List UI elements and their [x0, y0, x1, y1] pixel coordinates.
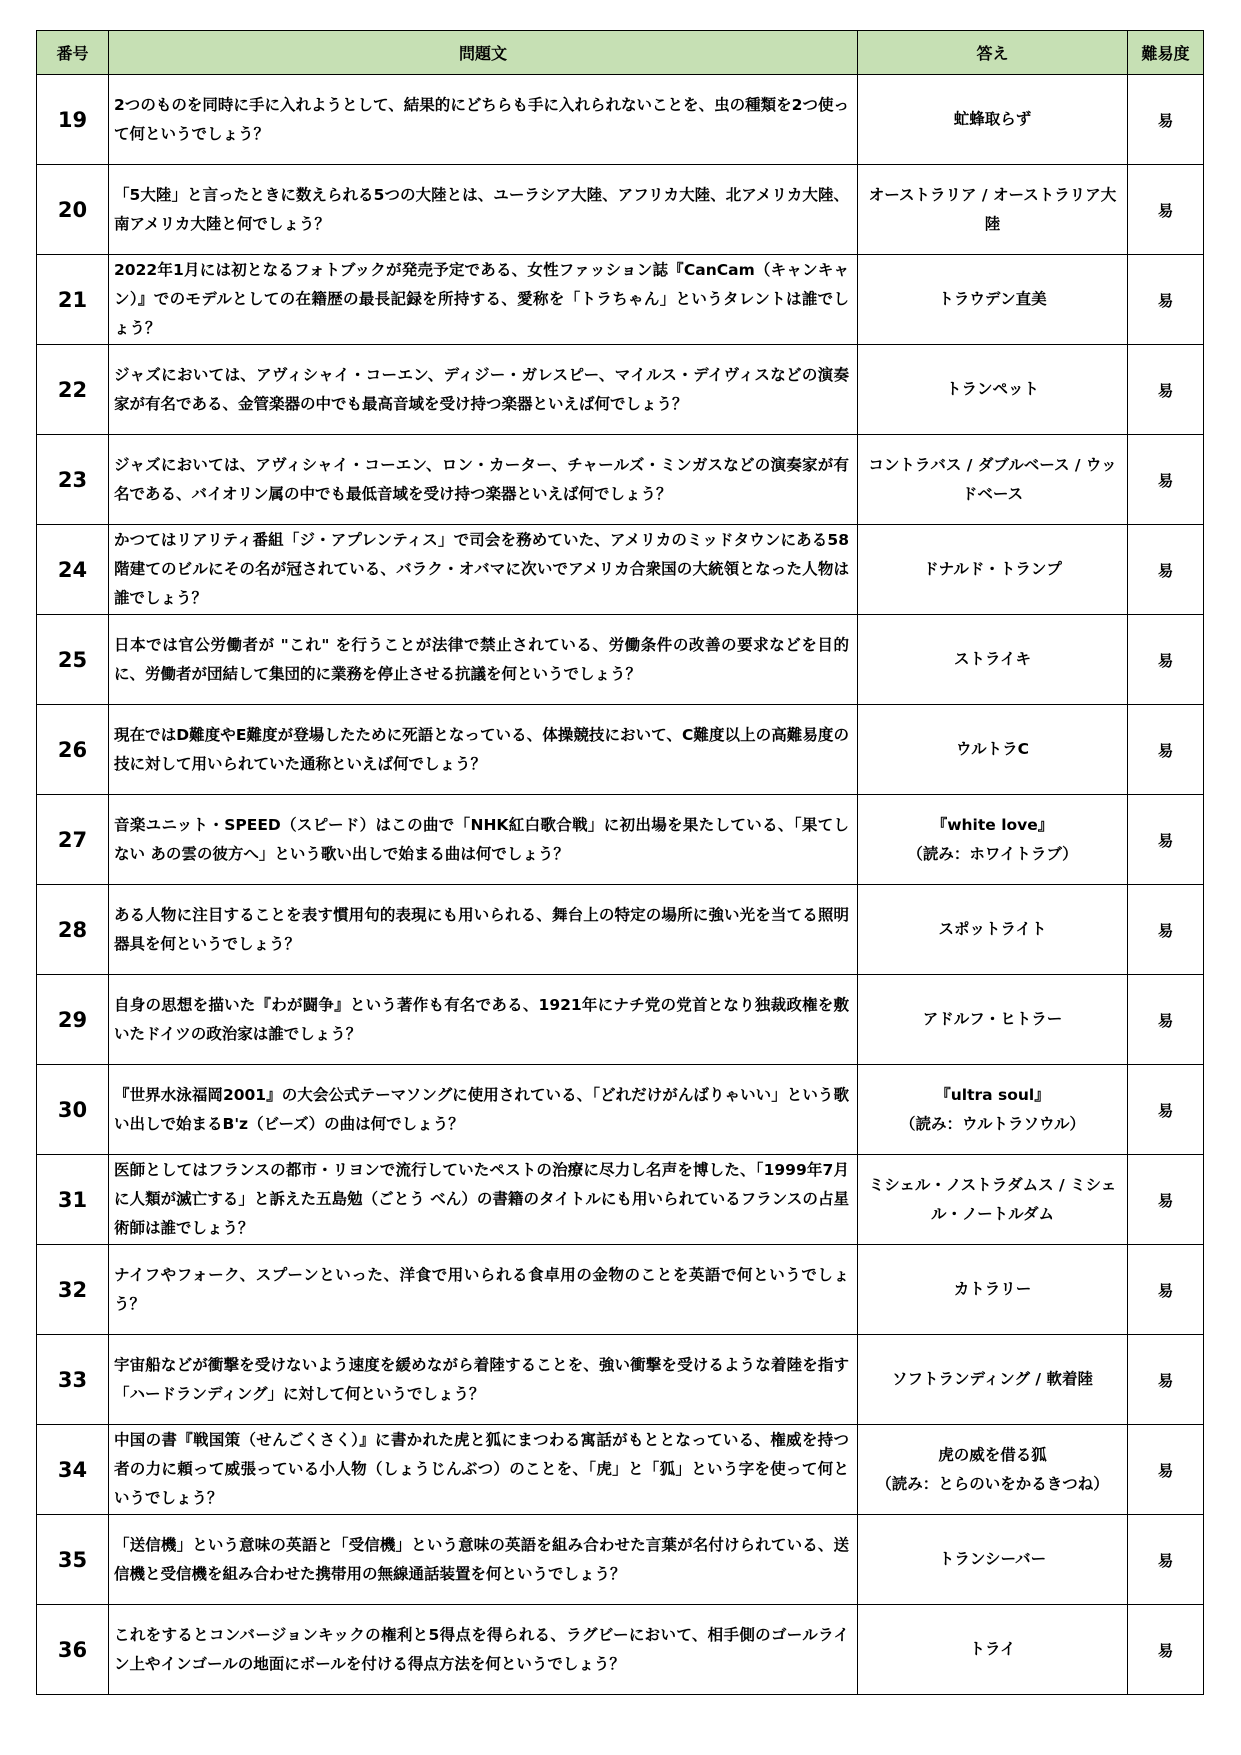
- question-number: 34: [37, 1425, 109, 1515]
- answer-text: ドナルド・トランプ: [858, 525, 1128, 615]
- answer-text: スポットライト: [858, 885, 1128, 975]
- question-text: ジャズにおいては、アヴィシャイ・コーエン、ディジー・ガレスピー、マイルス・デイヴィスなどの演奏家が有名である、金管楽器の中でも最高音域を受け持つ楽器といえば何でしょう？: [109, 345, 858, 435]
- question-text: 中国の書『戦国策（せんごくさく）』に書かれた虎と狐にまつわる寓話がもととなっている、権威を持つ者の力に頼って威張っている小人物（しょうじんぶつ）のことを、「虎」と「狐」という字を使って何というでしょう？: [109, 1425, 858, 1515]
- question-text: 音楽ユニット・SPEED（スピード）はこの曲で「NHK紅白歌合戦」に初出場を果たしている、「果てしない あの雲の彼方へ」という歌い出しで始まる曲は何でしょう？: [109, 795, 858, 885]
- answer-text: コントラバス / ダブルベース / ウッドベース: [858, 435, 1128, 525]
- table-row: [37, 165, 1204, 255]
- answer-text: ウルトラC: [858, 705, 1128, 795]
- difficulty-label: 易: [1128, 255, 1204, 345]
- difficulty-label: 易: [1128, 975, 1204, 1065]
- question-text: 2022年1月には初となるフォトブックが発売予定である、女性ファッション誌『CanCam（キャンキャン）』でのモデルとしての在籍歴の最長記録を所持する、愛称を「トラちゃん」というタレントは誰でしょう？: [109, 255, 858, 345]
- question-number: 31: [37, 1155, 109, 1245]
- difficulty-label: 易: [1128, 885, 1204, 975]
- difficulty-label: 易: [1128, 1515, 1204, 1605]
- answer-text: 虻蜂取らず: [858, 75, 1128, 165]
- difficulty-label: 易: [1128, 1245, 1204, 1335]
- question-number: 23: [37, 435, 109, 525]
- difficulty-label: 易: [1128, 75, 1204, 165]
- difficulty-label: 易: [1128, 615, 1204, 705]
- table-row: [37, 615, 1204, 705]
- question-number: 24: [37, 525, 109, 615]
- question-number: 19: [37, 75, 109, 165]
- difficulty-label: 易: [1128, 165, 1204, 255]
- question-text: かつてはリアリティ番組「ジ・アプレンティス」で司会を務めていた、アメリカのミッドタウンにある58階建てのビルにその名が冠されている、バラク・オバマに次いでアメリカ合衆国の大統領となった人物は誰でしょう？: [109, 525, 858, 615]
- difficulty-label: 易: [1128, 525, 1204, 615]
- question-text: 自身の思想を描いた『わが闘争』という著作も有名である、1921年にナチ党の党首となり独裁政権を敷いたドイツの政治家は誰でしょう？: [109, 975, 858, 1065]
- question-number: 27: [37, 795, 109, 885]
- question-number: 20: [37, 165, 109, 255]
- question-number: 36: [37, 1605, 109, 1695]
- question-number: 25: [37, 615, 109, 705]
- difficulty-label: 易: [1128, 1335, 1204, 1425]
- header-row: [37, 31, 1204, 75]
- table-row: [37, 1155, 1204, 1245]
- table-row: [37, 345, 1204, 435]
- table-row: [37, 885, 1204, 975]
- table-row: [37, 255, 1204, 345]
- question-text: 「送信機」という意味の英語と「受信機」という意味の英語を組み合わせた言葉が名付けられている、送信機と受信機を組み合わせた携帯用の無線通話装置を何というでしょう？: [109, 1515, 858, 1605]
- question-text: 現在ではD難度やE難度が登場したために死語となっている、体操競技において、C難度以上の高難易度の技に対して用いられていた通称といえば何でしょう？: [109, 705, 858, 795]
- question-text: ある人物に注目することを表す慣用句的表現にも用いられる、舞台上の特定の場所に強い光を当てる照明器具を何というでしょう？: [109, 885, 858, 975]
- question-number: 21: [37, 255, 109, 345]
- difficulty-label: 易: [1128, 345, 1204, 435]
- question-text: ナイフやフォーク、スプーンといった、洋食で用いられる食卓用の金物のことを英語で何というでしょう？: [109, 1245, 858, 1335]
- question-number: 35: [37, 1515, 109, 1605]
- question-number: 29: [37, 975, 109, 1065]
- table-row: [37, 795, 1204, 885]
- table-row: [37, 1425, 1204, 1515]
- question-text: 『世界水泳福岡2001』の大会公式テーマソングに使用されている、「どれだけがんばりゃいい」という歌い出しで始まるB'z（ビーズ）の曲は何でしょう？: [109, 1065, 858, 1155]
- difficulty-label: 易: [1128, 1605, 1204, 1695]
- question-text: 宇宙船などが衝撃を受けないよう速度を緩めながら着陸することを、強い衝撃を受けるような着陸を指す「ハードランディング」に対して何というでしょう？: [109, 1335, 858, 1425]
- question-number: 26: [37, 705, 109, 795]
- table-row: [37, 1245, 1204, 1335]
- answer-text: 『ultra soul』 （読み：ウルトラソウル）: [858, 1065, 1128, 1155]
- question-number: 22: [37, 345, 109, 435]
- header-question: 問題文: [109, 31, 858, 75]
- answer-text: 『white love』 （読み：ホワイトラブ）: [858, 795, 1128, 885]
- table-row: [37, 525, 1204, 615]
- table-row: [37, 1335, 1204, 1425]
- table-row: [37, 705, 1204, 795]
- answer-text: カトラリー: [858, 1245, 1128, 1335]
- answer-text: ストライキ: [858, 615, 1128, 705]
- question-text: 2つのものを同時に手に入れようとして、結果的にどちらも手に入れられないことを、虫の種類を2つ使って何というでしょう？: [109, 75, 858, 165]
- answer-text: トランペット: [858, 345, 1128, 435]
- table-body: [37, 75, 1204, 1695]
- question-number: 30: [37, 1065, 109, 1155]
- quiz-table: [36, 30, 1204, 1695]
- question-text: 日本では官公労働者が "これ" を行うことが法律で禁止されている、労働条件の改善の要求などを目的に、労働者が団結して集団的に業務を停止させる抗議を何というでしょう？: [109, 615, 858, 705]
- table-row: [37, 1605, 1204, 1695]
- answer-text: 虎の威を借る狐 （読み：とらのいをかるきつね）: [858, 1425, 1128, 1515]
- table-row: [37, 975, 1204, 1065]
- difficulty-label: 易: [1128, 1065, 1204, 1155]
- question-number: 28: [37, 885, 109, 975]
- question-text: 「5大陸」と言ったときに数えられる5つの大陸とは、ユーラシア大陸、アフリカ大陸、北アメリカ大陸、南アメリカ大陸と何でしょう？: [109, 165, 858, 255]
- question-number: 32: [37, 1245, 109, 1335]
- table-row: [37, 75, 1204, 165]
- answer-text: オーストラリア / オーストラリア大陸: [858, 165, 1128, 255]
- answer-text: トラウデン直美: [858, 255, 1128, 345]
- difficulty-label: 易: [1128, 435, 1204, 525]
- header-difficulty: 難易度: [1128, 31, 1204, 75]
- answer-text: トライ: [858, 1605, 1128, 1695]
- answer-text: トランシーバー: [858, 1515, 1128, 1605]
- answer-text: ソフトランディング / 軟着陸: [858, 1335, 1128, 1425]
- table-row: [37, 1515, 1204, 1605]
- table-row: [37, 1065, 1204, 1155]
- question-number: 33: [37, 1335, 109, 1425]
- difficulty-label: 易: [1128, 705, 1204, 795]
- question-text: これをするとコンバージョンキックの権利と5得点を得られる、ラグビーにおいて、相手側のゴールライン上やインゴールの地面にボールを付ける得点方法を何というでしょう？: [109, 1605, 858, 1695]
- table-row: [37, 435, 1204, 525]
- header-number: 番号: [37, 31, 109, 75]
- header-answer: 答え: [858, 31, 1128, 75]
- difficulty-label: 易: [1128, 795, 1204, 885]
- answer-text: アドルフ・ヒトラー: [858, 975, 1128, 1065]
- question-text: 医師としてはフランスの都市・リヨンで流行していたペストの治療に尽力し名声を博した、「1999年7月に人類が滅亡する」と訴えた五島勉（ごとう べん）の書籍のタイトルにも用いられているフランスの占星術師は誰でしょう？: [109, 1155, 858, 1245]
- table-header: [37, 31, 1204, 75]
- answer-text: ミシェル・ノストラダムス / ミシェル・ノートルダム: [858, 1155, 1128, 1245]
- difficulty-label: 易: [1128, 1425, 1204, 1515]
- difficulty-label: 易: [1128, 1155, 1204, 1245]
- question-text: ジャズにおいては、アヴィシャイ・コーエン、ロン・カーター、チャールズ・ミンガスなどの演奏家が有名である、バイオリン属の中でも最低音域を受け持つ楽器といえば何でしょう？: [109, 435, 858, 525]
